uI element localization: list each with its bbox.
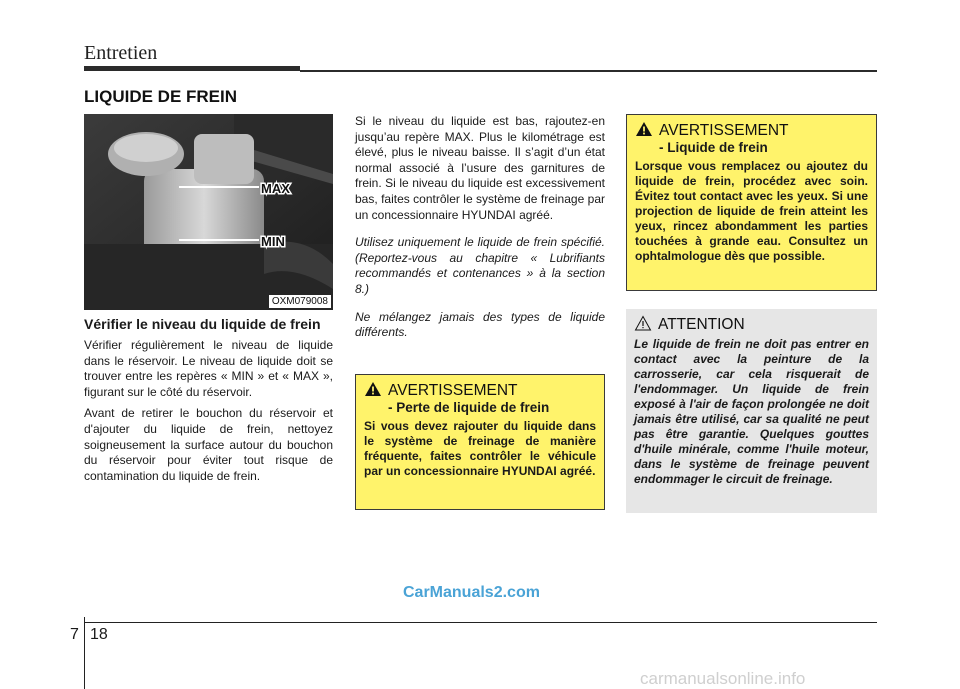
min-mark-label: MIN [261,234,285,249]
watermark: CarManuals2.com [403,584,540,601]
warning-box-fluid-loss [355,374,605,510]
warning-text: Si vous devez rajouter du liquide dans le système de freinage de manière fréquente, faites contrôler le véhicule par un concessionnaire HYUNDAI agréé. [364,419,596,478]
paragraph: Ne mélangez jamais des types de liquide différents. [355,309,605,340]
warning-title: AVERTISSEMENT [388,382,518,399]
paragraph: Si le niveau du liquide est bas, rajoutez-en jusqu’au repère MAX. Plus le kilométrage est élevé, plus le niveau baisse. Il s’agit d’un état normal associé à l’usure des garnitures de frein. Si le niveau du liquide est excessivement bas, faites contrôler le système de freinage par un concessionnaire HYUNDAI agréé. [355,114,605,222]
warning-triangle-icon [635,121,653,137]
chapter-number: 7 [70,626,79,643]
check-level-heading: Vérifier le niveau du liquide de frein [84,316,321,332]
caution-text: Le liquide de frein ne doit pas entrer en contact avec la peinture de la carrosserie, car cela risquerait de l'endommager. Un liquide de frein exposé à l'air de façon prolongée ne doit jamais être utilisé, car sa qualité ne peut pas être garantie. Quelques gouttes d'huile minérale, comme l'huile moteur, dans le système de freinage peuvent endommager le circuit de freinage. [634,337,869,486]
warning-box-brake-fluid [626,114,877,291]
reservoir-illustration [84,114,333,310]
brake-fluid-reservoir-photo [84,114,333,310]
footer-vertical-rule [84,617,85,689]
photo-code: OXM079008 [269,295,331,308]
section-title: LIQUIDE DE FREIN [84,87,238,106]
caution-triangle-icon [634,315,652,331]
warning-subtitle: - Perte de liquide de frein [388,400,550,415]
paragraph: Avant de retirer le bouchon du réservoir et d'ajouter du liquide de frein, nettoyez soigneusement la surface autour du bouchon du réservoir pour éviter tout risque de contamination du liquide de frein. [84,406,333,483]
footer-rule [84,622,877,623]
middle-column [355,114,605,347]
warning-subtitle: - Liquide de frein [659,140,768,155]
header-rule [300,70,877,72]
warning-title: AVERTISSEMENT [659,122,789,139]
header-title: Entretien [84,42,158,64]
caution-title: ATTENTION [658,316,745,333]
warning-triangle-icon [364,381,382,397]
watermark-bottom: carmanualsonline.info [640,669,806,688]
page-number: 18 [90,626,108,643]
warning-text: Lorsque vous remplacez ou ajoutez du liquide de frein, procédez avec soin. Évitez tout contact avec les yeux. Si une projection de liquide de frein atteint les yeux, rincez abondamment les parties touchées à grande eau. Consultez un ophtalmologue dès que possible. [635,159,868,263]
paragraph: Utilisez uniquement le liquide de frein spécifié. (Reportez-vous au chapitre « Lubrifiants recommandés et contenances » à la section 8.) [355,235,605,296]
paragraph: Vérifier régulièrement le niveau de liquide dans le réservoir. Le niveau de liquide doit se trouver entre les repères « MIN » et « MAX », figurant sur le côté du réservoir. [84,338,333,399]
max-mark-label: MAX [261,181,290,196]
caution-box [626,309,877,513]
header-bar [84,66,300,71]
left-column [84,316,333,490]
